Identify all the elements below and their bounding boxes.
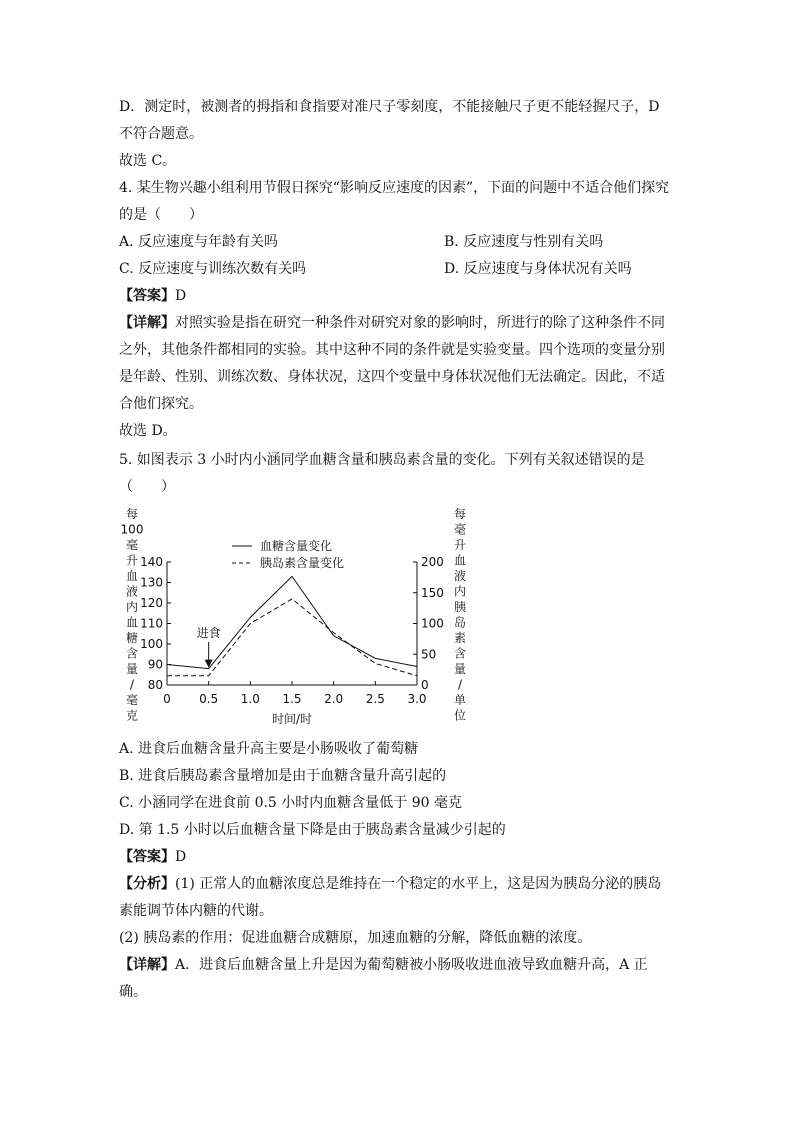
q4-explain-line3: 是年龄、性别、训练次数、身体状况，这四个变量中身体状况他们无法确定。因此，不适 (119, 369, 665, 385)
q5-analysis-tag: 【分析】 (119, 876, 175, 892)
left-tick-label: 100 (140, 637, 163, 651)
q5-explain-tag: 【详解】 (119, 957, 175, 973)
x-tick-label: 1.5 (282, 692, 302, 706)
legend-blood-sugar: 血糖含量变化 (260, 539, 333, 553)
annotation-layer (197, 625, 221, 668)
right-axis-label-char: 量 (453, 662, 467, 676)
x-tick-label: 2.5 (365, 692, 385, 706)
q5-stem-line1: 5. 如图表示 3 小时内小涵同学血糖含量和胰岛素含量的变化。下列有关叙述错误的是 (119, 452, 645, 468)
left-axis-label-char: 内 (125, 600, 139, 614)
q5-option-c: C. 小涵同学在进食前 0.5 小时内血糖含量低于 90 毫克 (119, 795, 462, 811)
q5-analysis-line3: (2) 胰岛素的作用：促进血糖合成糖原，加速血糖的分解，降低血糖的浓度。 (119, 930, 592, 946)
annotation-eating: 进食 (196, 626, 221, 640)
q4-explain-text1: 对照实验是指在研究一种条件对研究对象的影响时，所进行的除了这种条件不同 (175, 315, 665, 331)
left-axis-label-char: 升 (125, 553, 139, 568)
x-tick-label: 1.0 (240, 692, 260, 706)
q4-stem-line1: 4. 某生物兴趣小组利用节假日探究“影响反应速度的因素”，下面的问题中不适合他们探究 (119, 180, 670, 196)
right-axis-label-char: 每 (453, 507, 467, 521)
q4-explain-line1 (119, 313, 665, 333)
left-tick-label: 110 (140, 616, 163, 631)
q5-explain-line2: 确。 (119, 984, 147, 1000)
q5-analysis-text1: (1) 正常人的血糖浓度总是维持在一个稳定的水平上，这是因为胰岛分泌的胰岛 (175, 876, 662, 892)
left-axis-label-char: 克 (125, 708, 139, 723)
q5-stem-line2: （ ） (119, 479, 175, 495)
q5-answer (119, 847, 186, 867)
x-tick-label: 2.0 (324, 692, 344, 706)
right-tick-label: 100 (421, 616, 444, 631)
legend (232, 538, 344, 570)
legend-insulin: 胰岛素含量变化 (260, 556, 345, 570)
right-axis-label-char: 单 (453, 693, 467, 707)
right-tick-label: 200 (421, 555, 444, 569)
right-axis-label-char: 含 (453, 646, 467, 661)
q4-answer-tag: 【答案】 (119, 288, 175, 304)
x-tick-label: 0.5 (199, 692, 219, 706)
left-tick-label: 130 (140, 575, 163, 590)
right-axis-label (454, 506, 466, 723)
left-tick-label: 80 (147, 678, 163, 692)
prev-option-d-line1: D．测定时，被测者的拇指和食指要对准尺子零刻度，不能接触尺子更不能轻握尺子，D (119, 99, 660, 115)
right-axis-label-char: 素 (453, 631, 467, 645)
q4-answer (119, 286, 186, 306)
left-tick-label: 140 (140, 555, 163, 569)
q4-explain-tag: 【详解】 (119, 315, 175, 331)
left-axis-label-char: / (129, 677, 135, 692)
left-axis-label-char: 液 (125, 584, 139, 599)
q4-explain-line2: 之外，其他条件都相同的实验。其中这种不同的条件就是实验变量。四个选项的变量分别 (119, 342, 665, 358)
right-axis-ticks (413, 555, 444, 692)
right-axis-label-char: 升 (453, 538, 467, 552)
left-axis-label-char: 糖 (125, 631, 139, 645)
q5-answer-value: D (175, 849, 187, 865)
x-tick-label: 3.0 (407, 692, 427, 706)
q5-analysis-line2: 素能调节体内糖的代谢。 (119, 903, 273, 919)
right-axis-label-char: 位 (453, 708, 467, 723)
right-axis-label-char: 内 (453, 584, 467, 599)
right-axis-label-char: 毫 (453, 522, 467, 537)
series-blood-sugar-line (167, 576, 417, 668)
left-axis-label-char: 血 (125, 569, 139, 583)
left-axis-label-char: 100 (120, 522, 144, 537)
prev-conclusion: 故选 C。 (119, 153, 177, 169)
q4-option-b: B. 反应速度与性别有关吗 (444, 234, 604, 250)
q5-answer-tag: 【答案】 (119, 849, 175, 865)
left-axis-label-char: 毫 (125, 538, 139, 552)
left-axis-label-char: 毫 (125, 693, 139, 707)
q4-option-d: D. 反应速度与身体状况有关吗 (444, 261, 632, 277)
left-axis-label-char: 血 (125, 615, 139, 630)
left-axis-ticks (140, 555, 171, 692)
q4-explain-line4: 合他们探究。 (119, 396, 203, 412)
right-axis-label-char: / (457, 677, 463, 692)
x-tick-label: 0 (163, 692, 171, 706)
q5-line-chart (110, 500, 490, 735)
left-tick-label: 90 (147, 657, 163, 672)
q4-stem-line2: 的是（ ） (119, 207, 203, 223)
right-axis-label-char: 液 (453, 569, 467, 583)
right-axis-label-char: 血 (453, 553, 467, 568)
right-axis-label-char: 岛 (453, 615, 467, 630)
left-axis-label-char: 量 (125, 662, 139, 676)
left-axis-label-char: 每 (125, 507, 139, 521)
left-axis-label-char: 含 (125, 646, 139, 661)
q5-option-b: B. 进食后胰岛素含量增加是由于血糖含量升高引起的 (119, 768, 447, 784)
right-tick-label: 150 (421, 585, 444, 600)
q4-option-a: A. 反应速度与年龄有关吗 (119, 234, 279, 250)
left-tick-label: 120 (140, 596, 163, 610)
left-axis-label (121, 506, 144, 723)
q4-answer-value: D (175, 288, 187, 304)
q5-option-a: A. 进食后血糖含量升高主要是小肠吸收了葡萄糖 (119, 741, 419, 757)
q5-explain-text1: A．进食后血糖含量上升是因为葡萄糖被小肠吸收进血液导致血糖升高，A 正 (175, 957, 648, 973)
prev-option-d-line2: 不符合题意。 (119, 126, 203, 142)
annotation-arrow-head (205, 660, 213, 668)
x-axis-label: 时间/时 (271, 712, 313, 726)
q4-option-c: C. 反应速度与训练次数有关吗 (119, 261, 307, 277)
q5-analysis-line1 (119, 874, 661, 894)
right-tick-label: 0 (421, 678, 429, 692)
q5-explain-line1 (119, 955, 648, 975)
q5-option-d: D. 第 1.5 小时以后血糖含量下降是由于胰岛素含量减少引起的 (119, 822, 506, 838)
right-axis-label-char: 胰 (453, 600, 467, 614)
right-tick-label: 50 (421, 647, 437, 662)
q4-conclusion: 故选 D。 (119, 423, 177, 439)
